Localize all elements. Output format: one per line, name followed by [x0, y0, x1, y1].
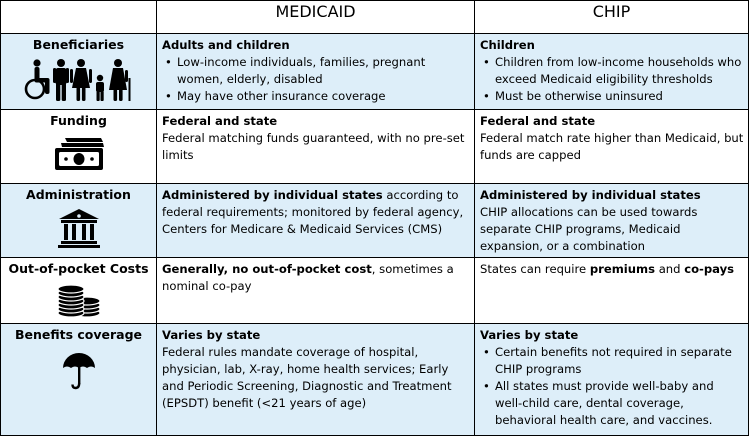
co-pays-text: co-pays — [684, 262, 735, 276]
list-item: • Children from low-income households who exceed Medicaid eligibility thresholds — [495, 54, 744, 88]
row-label: Beneficiaries — [32, 37, 125, 52]
family-icon — [23, 58, 135, 102]
cell-text-mid: and — [655, 262, 685, 276]
premiums-text: premiums — [589, 262, 656, 276]
cell-text — [162, 187, 470, 238]
cell-text — [480, 261, 744, 278]
medicaid-benefits-cell — [157, 324, 475, 436]
row-header-out-of-pocket — [1, 258, 157, 324]
row-label: Benefits coverage — [14, 327, 143, 342]
cell-text: Federal match rate higher than Medicaid, but funds are capped — [480, 131, 744, 162]
cell-heading: Varies by state — [480, 328, 579, 342]
umbrella-icon — [62, 350, 96, 390]
header-medicaid: MEDICAID — [157, 1, 475, 34]
government-building-icon — [57, 208, 101, 248]
row-label: Out-of-pocket Costs — [8, 261, 149, 276]
coins-icon — [55, 280, 103, 318]
bullet-list — [480, 54, 744, 105]
cell-heading: Varies by state — [162, 328, 261, 342]
cell-text-rest: , sometimes a nominal co-pay — [162, 262, 454, 293]
chip-administration-cell — [475, 184, 749, 258]
cell-text-rest: according to federal requirements; monitored by federal agency, Centers for Medicare & Medicaid Services (CMS) — [162, 188, 464, 236]
cell-heading: Federal and state — [480, 114, 596, 128]
cell-bold-lead: Generally, no out-of-pocket cost — [162, 262, 372, 276]
medicaid-administration-cell — [157, 184, 475, 258]
row-funding — [1, 110, 749, 184]
row-header-funding — [1, 110, 157, 184]
bullet-list — [162, 54, 470, 105]
cell-heading: Children — [480, 38, 535, 52]
list-item: • Certain benefits not required in separate CHIP programs — [495, 344, 744, 378]
chip-benefits-cell — [475, 324, 749, 436]
row-header-benefits-coverage — [1, 324, 157, 436]
row-header-administration — [1, 184, 157, 258]
header-chip: CHIP — [475, 1, 749, 34]
row-header-beneficiaries — [1, 34, 157, 110]
chip-funding-cell — [475, 110, 749, 184]
cell-text: Federal matching funds guaranteed, with no pre-set limits — [162, 131, 465, 162]
cell-text: Federal rules mandate coverage of hospital, physician, lab, X-ray, home health services; Early and Periodic Screening, Diagnostic and Treatment (EPSDT) benefit (<21 years of age) — [162, 345, 452, 410]
cell-heading: Federal and state — [162, 114, 278, 128]
cell-heading: Adults and children — [162, 38, 290, 52]
cell-text: CHIP allocations can be used towards separate CHIP programs, Medicaid expansion, or a combination — [480, 205, 698, 253]
header-row — [1, 1, 749, 34]
cell-text — [162, 261, 470, 295]
row-beneficiaries — [1, 34, 749, 110]
row-benefits-coverage — [1, 324, 749, 436]
medicaid-funding-cell — [157, 110, 475, 184]
list-item: • May have other insurance coverage — [177, 88, 470, 105]
bullet-list — [480, 344, 744, 429]
cell-bold-lead: Administered by individual states — [162, 188, 383, 202]
row-out-of-pocket — [1, 258, 749, 324]
header-blank-cell — [1, 1, 157, 34]
chip-out-of-pocket-cell — [475, 258, 749, 324]
row-label: Funding — [50, 113, 107, 128]
list-item: • All states must provide well-baby and well-child care, dental coverage, behavioral health care, and vaccines. — [495, 378, 744, 429]
list-item: • Low-income individuals, families, pregnant women, elderly, disabled — [177, 54, 470, 88]
row-administration — [1, 184, 749, 258]
row-label: Administration — [26, 187, 131, 202]
cell-heading: Administered by individual states — [480, 188, 701, 202]
money-icon — [51, 134, 107, 172]
list-item: • Must be otherwise uninsured — [495, 88, 744, 105]
chip-beneficiaries-cell — [475, 34, 749, 110]
medicaid-beneficiaries-cell — [157, 34, 475, 110]
cell-text-pre: States can require — [480, 262, 590, 276]
medicaid-out-of-pocket-cell — [157, 258, 475, 324]
